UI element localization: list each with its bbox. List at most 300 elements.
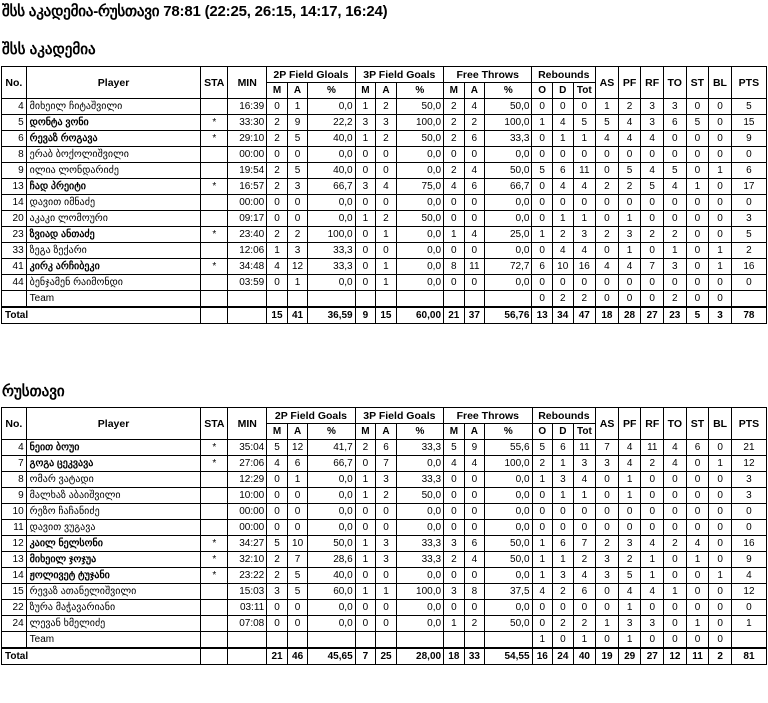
header-rf: RF (641, 67, 664, 99)
reb-total: 4 (573, 472, 596, 488)
fg3-pct: 0,0 (396, 195, 443, 211)
player-row (2, 472, 767, 488)
header-2p: 2P Field Goals (267, 408, 355, 424)
ft-attempted: 4 (464, 552, 485, 568)
starter-mark (201, 195, 228, 211)
fg2-pct: 0,0 (308, 504, 355, 520)
fg3-pct: 0,0 (396, 275, 443, 291)
turnovers: 6 (663, 115, 686, 131)
team-empty-cell (228, 291, 267, 308)
header-sta: STA (201, 408, 228, 440)
reb-def: 1 (553, 488, 574, 504)
reb-off: 1 (532, 115, 553, 131)
fg2-made: 0 (267, 520, 288, 536)
reb-def: 0 (552, 195, 573, 211)
steals: 5 (686, 115, 709, 131)
reb-off: 0 (532, 131, 553, 147)
assists: 0 (596, 163, 619, 179)
fg3-attempted: 0 (376, 243, 397, 259)
total-rf: 27 (641, 648, 664, 665)
player-number: 14 (2, 195, 27, 211)
ft-made: 2 (444, 552, 465, 568)
team-empty-cell (267, 291, 288, 308)
fouls: 1 (618, 600, 641, 616)
turnovers: 0 (664, 472, 687, 488)
fouls: 1 (618, 211, 641, 227)
total-empty-cell (228, 307, 267, 324)
ft-made: 8 (444, 259, 465, 275)
ft-pct: 0,0 (485, 488, 532, 504)
team-empty-cell (355, 291, 376, 308)
fg3-attempted: 3 (376, 115, 397, 131)
total-p3p: 60,00 (396, 307, 443, 324)
ft-pct: 25,0 (485, 227, 532, 243)
fg2-attempted: 1 (287, 275, 308, 291)
subheader-a: A (376, 83, 397, 99)
reb-def: 2 (553, 584, 574, 600)
fg3-attempted: 1 (376, 259, 397, 275)
fg2-attempted: 7 (287, 552, 308, 568)
player-name: ზეგა ზექარი (26, 243, 201, 259)
player-name: გოგა ცეკვავა (26, 456, 201, 472)
header-st: ST (686, 408, 709, 440)
assists: 2 (596, 179, 619, 195)
fouls-received: 1 (641, 552, 664, 568)
reb-off: 1 (532, 536, 553, 552)
steals: 0 (686, 568, 709, 584)
minutes: 29:10 (228, 131, 267, 147)
fg2-attempted: 3 (287, 179, 308, 195)
fg2-made: 4 (267, 456, 288, 472)
total-st: 5 (686, 307, 709, 324)
minutes: 00:00 (228, 520, 267, 536)
player-name: კირკ არჩიბეკი (26, 259, 201, 275)
fouls-received: 1 (641, 568, 664, 584)
subheader-a: A (376, 424, 397, 440)
blocks: 0 (709, 131, 732, 147)
assists: 0 (596, 504, 619, 520)
reb-def: 1 (552, 211, 573, 227)
player-row (2, 163, 767, 179)
player-number: 23 (2, 227, 27, 243)
player-number: 13 (2, 179, 27, 195)
starter-mark: * (201, 456, 228, 472)
steals: 6 (686, 440, 709, 456)
ft-made: 2 (444, 99, 465, 115)
fg2-made: 0 (267, 600, 288, 616)
ft-attempted: 4 (464, 456, 485, 472)
reb-total: 0 (573, 195, 596, 211)
reb-off: 0 (532, 195, 553, 211)
total-rf: 27 (641, 307, 664, 324)
player-number: 20 (2, 211, 27, 227)
fg2-attempted: 10 (287, 536, 308, 552)
reb-off: 0 (532, 211, 553, 227)
header-reb: Rebounds (532, 67, 596, 83)
total-bl: 3 (709, 307, 732, 324)
fouls-received: 7 (641, 259, 664, 275)
fg3-attempted: 2 (376, 488, 397, 504)
player-number: 8 (2, 147, 27, 163)
fg3-attempted: 1 (376, 275, 397, 291)
team-stat-o: 1 (532, 632, 553, 649)
reb-total: 11 (573, 440, 596, 456)
fg3-pct: 0,0 (396, 147, 443, 163)
team-empty-cell (2, 291, 27, 308)
total-tot: 47 (573, 307, 596, 324)
ft-pct: 55,6 (485, 440, 532, 456)
assists: 3 (596, 456, 619, 472)
starter-mark (201, 99, 228, 115)
ft-attempted: 2 (464, 616, 485, 632)
total-pts: 81 (731, 648, 766, 665)
turnovers: 2 (663, 227, 686, 243)
fouls: 0 (618, 275, 641, 291)
player-name: ერაბ ბოქოლიშვილი (26, 147, 201, 163)
player-row (2, 552, 767, 568)
header-no: No. (2, 67, 27, 99)
fg3-attempted: 0 (376, 195, 397, 211)
minutes: 00:00 (228, 195, 267, 211)
header-pts: PTS (731, 67, 766, 99)
blocks: 0 (709, 488, 732, 504)
team-empty-cell (308, 291, 355, 308)
player-row (2, 211, 767, 227)
minutes: 34:48 (228, 259, 267, 275)
fg3-made: 0 (355, 259, 376, 275)
fg2-attempted: 0 (287, 600, 308, 616)
starter-mark: * (201, 259, 228, 275)
total-p3p: 28,00 (396, 648, 443, 665)
player-name: მიხეილ ჯოჯუა (26, 552, 201, 568)
total-p2p: 36,59 (308, 307, 355, 324)
ft-attempted: 0 (464, 211, 485, 227)
ft-attempted: 2 (464, 115, 485, 131)
header-2p: 2P Field Gloals (267, 67, 355, 83)
team-stat-d: 2 (552, 291, 573, 308)
ft-attempted: 4 (464, 163, 485, 179)
team-stat-to: 0 (664, 632, 687, 649)
team-stat-pf: 1 (618, 632, 641, 649)
team-empty-cell (287, 632, 308, 649)
ft-made: 4 (444, 179, 465, 195)
points: 3 (731, 472, 766, 488)
header-pf: PF (618, 408, 641, 440)
points: 12 (731, 456, 766, 472)
fg2-made: 5 (267, 440, 288, 456)
reb-off: 1 (532, 472, 553, 488)
player-name: ილია ლონდარიძე (26, 163, 201, 179)
fg2-made: 0 (267, 211, 288, 227)
reb-total: 0 (573, 275, 596, 291)
steals: 0 (686, 195, 709, 211)
ft-attempted: 0 (464, 488, 485, 504)
fouls: 0 (618, 195, 641, 211)
reb-def: 3 (553, 472, 574, 488)
reb-off: 1 (532, 552, 553, 568)
fg2-attempted: 0 (287, 147, 308, 163)
ft-made: 0 (444, 520, 465, 536)
blocks: 0 (709, 552, 732, 568)
fg2-pct: 0,0 (308, 616, 355, 632)
ft-pct: 37,5 (485, 584, 532, 600)
team-stat-pf: 0 (618, 291, 641, 308)
ft-pct: 66,7 (485, 179, 532, 195)
header-min: MIN (228, 67, 267, 99)
fg3-attempted: 6 (376, 440, 397, 456)
fouls-received: 4 (641, 131, 664, 147)
fg3-pct: 0,0 (396, 227, 443, 243)
player-row (2, 600, 767, 616)
blocks: 0 (709, 99, 732, 115)
reb-off: 6 (532, 259, 553, 275)
turnovers: 0 (663, 211, 686, 227)
header-row (2, 408, 767, 424)
subheader-tot: Tot (573, 83, 596, 99)
fg2-attempted: 0 (287, 195, 308, 211)
fouls: 4 (618, 456, 641, 472)
points: 12 (731, 584, 766, 600)
total-label: Total (2, 648, 201, 665)
ft-pct: 0,0 (485, 504, 532, 520)
fg2-attempted: 6 (287, 456, 308, 472)
player-number: 13 (2, 552, 27, 568)
subheader-m: M (267, 424, 288, 440)
fg2-made: 1 (267, 243, 288, 259)
ft-attempted: 6 (464, 179, 485, 195)
ft-made: 0 (444, 504, 465, 520)
boxscore-table-away (1, 407, 767, 665)
blocks: 0 (709, 115, 732, 131)
fouls: 0 (618, 504, 641, 520)
fouls-received: 3 (641, 99, 664, 115)
turnovers: 0 (664, 552, 687, 568)
player-name: ბენჯამენ რაიმონდი (26, 275, 201, 291)
player-number: 22 (2, 600, 27, 616)
blocks: 1 (709, 568, 732, 584)
ft-attempted: 0 (464, 600, 485, 616)
turnovers: 0 (664, 568, 687, 584)
points: 0 (731, 504, 766, 520)
fouls: 5 (618, 163, 641, 179)
reb-def: 0 (552, 99, 573, 115)
steals: 1 (686, 552, 709, 568)
fg2-made: 2 (267, 227, 288, 243)
ft-made: 2 (444, 115, 465, 131)
fg2-attempted: 1 (287, 99, 308, 115)
fg3-made: 1 (355, 472, 376, 488)
player-number: 12 (2, 536, 27, 552)
subheader-pct: % (308, 424, 355, 440)
reb-def: 10 (552, 259, 573, 275)
total-to: 23 (663, 307, 686, 324)
boxscore-table-home (1, 66, 767, 324)
steals: 0 (686, 227, 709, 243)
team-stat-as: 0 (596, 632, 619, 649)
ft-pct: 100,0 (485, 456, 532, 472)
header-player: Player (26, 67, 201, 99)
fg3-pct: 0,0 (396, 259, 443, 275)
reb-total: 6 (573, 584, 596, 600)
player-number: 10 (2, 504, 27, 520)
team-empty-cell (267, 632, 288, 649)
player-number: 11 (2, 520, 27, 536)
points: 9 (731, 131, 766, 147)
team-stat-tot: 2 (573, 291, 596, 308)
team-empty-cell (444, 291, 465, 308)
reb-total: 4 (573, 179, 596, 195)
fg3-made: 0 (355, 568, 376, 584)
points: 17 (731, 179, 766, 195)
team-empty-cell (308, 632, 355, 649)
fouls-received: 2 (641, 456, 664, 472)
player-number: 9 (2, 488, 27, 504)
header-min: MIN (228, 408, 267, 440)
subheader-d: D (552, 83, 573, 99)
ft-made: 2 (444, 163, 465, 179)
points: 0 (731, 520, 766, 536)
points: 5 (731, 99, 766, 115)
fg3-made: 0 (355, 520, 376, 536)
total-d: 24 (553, 648, 574, 665)
ft-attempted: 0 (464, 472, 485, 488)
points: 0 (731, 147, 766, 163)
points: 3 (731, 488, 766, 504)
total-ftp: 54,55 (485, 648, 532, 665)
fg3-pct: 50,0 (396, 99, 443, 115)
turnovers: 0 (664, 616, 687, 632)
blocks: 0 (709, 472, 732, 488)
fg3-pct: 33,3 (396, 472, 443, 488)
subheader-tot: Tot (573, 424, 596, 440)
player-name: ზვიად ანთაძე (26, 227, 201, 243)
header-to: TO (663, 67, 686, 99)
reb-total: 3 (573, 227, 596, 243)
reb-off: 1 (532, 227, 553, 243)
blocks: 0 (709, 179, 732, 195)
ft-pct: 0,0 (485, 520, 532, 536)
player-row (2, 227, 767, 243)
reb-total: 11 (573, 163, 596, 179)
header-pts: PTS (731, 408, 766, 440)
fouls-received: 11 (641, 440, 664, 456)
assists: 0 (596, 488, 619, 504)
reb-off: 0 (532, 488, 553, 504)
fg2-pct: 0,0 (308, 275, 355, 291)
fg2-pct: 50,0 (308, 536, 355, 552)
fg3-pct: 50,0 (396, 131, 443, 147)
fg2-made: 2 (267, 568, 288, 584)
ft-attempted: 6 (464, 131, 485, 147)
header-row (2, 67, 767, 83)
blocks: 0 (709, 584, 732, 600)
starter-mark (201, 275, 228, 291)
subheader-m: M (444, 83, 465, 99)
fg2-pct: 0,0 (308, 472, 355, 488)
ft-attempted: 0 (464, 147, 485, 163)
fg3-pct: 0,0 (396, 600, 443, 616)
ft-pct: 0,0 (485, 147, 532, 163)
player-number: 33 (2, 243, 27, 259)
header-to: TO (664, 408, 687, 440)
ft-attempted: 4 (464, 227, 485, 243)
starter-mark: * (201, 568, 228, 584)
reb-off: 5 (532, 163, 553, 179)
player-row (2, 243, 767, 259)
points: 1 (731, 616, 766, 632)
team-empty-cell (485, 632, 532, 649)
fg2-made: 2 (267, 163, 288, 179)
reb-total: 0 (573, 504, 596, 520)
total-tot: 40 (573, 648, 596, 665)
minutes: 12:29 (228, 472, 267, 488)
fg3-made: 2 (355, 440, 376, 456)
fg2-pct: 40,0 (308, 568, 355, 584)
fg2-pct: 28,6 (308, 552, 355, 568)
total-p2p: 45,65 (308, 648, 355, 665)
steals: 0 (686, 472, 709, 488)
fg2-attempted: 0 (287, 504, 308, 520)
fg3-made: 1 (355, 552, 376, 568)
fouls-received: 0 (641, 195, 664, 211)
header-reb: Rebounds (532, 408, 596, 424)
reb-off: 2 (532, 456, 553, 472)
player-name: აკაკი ლომოური (26, 211, 201, 227)
reb-def: 6 (553, 536, 574, 552)
ft-pct: 100,0 (485, 115, 532, 131)
team-empty-cell (287, 291, 308, 308)
fouls: 2 (618, 99, 641, 115)
turnovers: 0 (663, 131, 686, 147)
turnovers: 0 (664, 504, 687, 520)
team-empty-cell (485, 291, 532, 308)
fouls: 4 (618, 440, 641, 456)
minutes: 33:30 (228, 115, 267, 131)
reb-def: 0 (552, 275, 573, 291)
fg2-pct: 0,0 (308, 211, 355, 227)
assists: 0 (596, 243, 619, 259)
fg3-pct: 75,0 (396, 179, 443, 195)
fg3-attempted: 2 (376, 211, 397, 227)
starter-mark: * (201, 131, 228, 147)
points: 21 (731, 440, 766, 456)
header-pf: PF (618, 67, 641, 99)
fg3-made: 0 (355, 456, 376, 472)
reb-off: 0 (532, 243, 553, 259)
steals: 1 (686, 616, 709, 632)
player-name: ჟოლივეტ ტუჯანი (26, 568, 201, 584)
team-name-home: შსს აკადემია (2, 41, 96, 58)
points: 9 (731, 552, 766, 568)
player-row (2, 536, 767, 552)
team-empty-cell (464, 291, 485, 308)
subheader-m: M (267, 83, 288, 99)
starter-mark (201, 616, 228, 632)
reb-total: 7 (573, 536, 596, 552)
fg3-pct: 33,3 (396, 536, 443, 552)
player-name: ზურა მაჭავარიანი (26, 600, 201, 616)
points: 3 (731, 211, 766, 227)
reb-off: 0 (532, 99, 553, 115)
total-ftp: 56,76 (485, 307, 532, 324)
fouls-received: 0 (641, 147, 664, 163)
fg3-made: 1 (355, 211, 376, 227)
subheader-pct: % (396, 83, 443, 99)
reb-def: 4 (552, 243, 573, 259)
ft-pct: 50,0 (485, 616, 532, 632)
ft-made: 4 (444, 456, 465, 472)
blocks: 1 (709, 243, 732, 259)
